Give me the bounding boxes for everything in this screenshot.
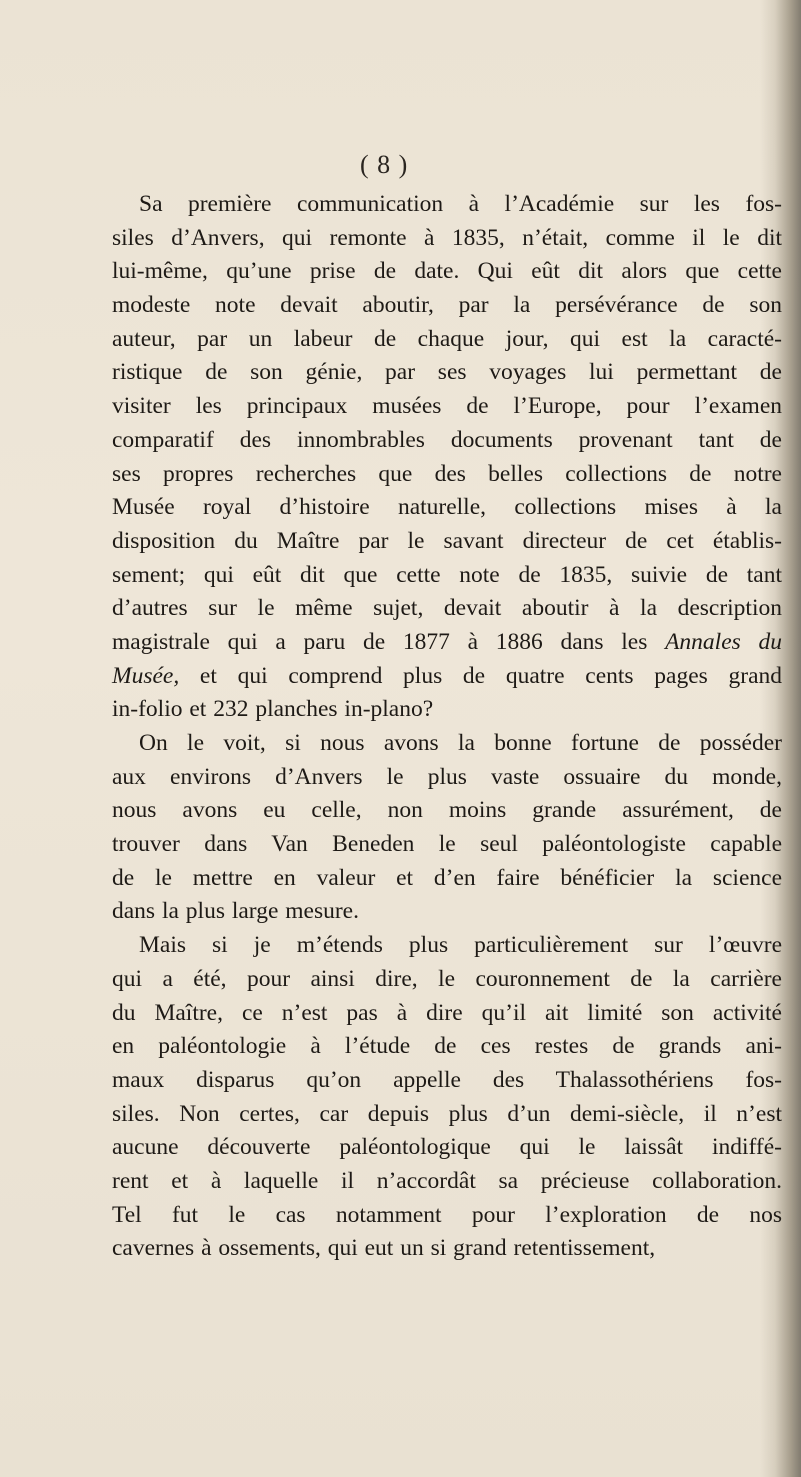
text-line: d’autres sur le même sujet, devait aboutir à la description: [112, 595, 782, 622]
text-line: cavernes à ossements, qui eut un si grand retentissement,: [112, 1235, 656, 1262]
text-segment: magistrale qui a paru de 1877 à 1886 dans les: [112, 628, 648, 655]
text-line: du Maître, ce n’est pas à dire qu’il ait limité son activité: [112, 999, 782, 1026]
text-line: Musée royal d’histoire naturelle, collections mises à la: [112, 494, 782, 521]
text-line: nous avons eu celle, non moins grande assurément, de: [112, 797, 782, 824]
text-line: maux disparus qu’on appelle des Thalassothériens fos-: [112, 1066, 782, 1093]
text-line: dans la plus large mesure.: [112, 898, 359, 925]
text-line: comparatif des innombrables documents provenant tant de: [112, 426, 782, 453]
text-line: Sa première communication à l’Académie sur les fos-: [139, 191, 782, 217]
italic-title: Musée,: [112, 662, 180, 689]
text-line: auteur, par un labeur de chaque jour, qui est la caracté-: [112, 325, 782, 352]
text-line-with-italic: [112, 660, 782, 694]
text-line-with-italic: [112, 626, 782, 660]
text-line: aucune découverte paléontologique qui le laissât indiffé-: [112, 1134, 782, 1161]
text-line: siles d’Anvers, qui remonte à 1835, n’était, comme il le dit: [112, 224, 782, 251]
text-line: lui-même, qu’une prise de date. Qui eût dit alors que cette: [112, 258, 782, 285]
text-segment: et qui comprend plus de quatre cents pages grand: [179, 662, 782, 689]
text-line: aux environs d’Anvers le plus vaste ossuaire du monde,: [112, 763, 782, 790]
text-line: ristique de son génie, par ses voyages lui permettant de: [112, 359, 782, 386]
text-line: modeste note devait aboutir, par la persévérance de son: [112, 292, 782, 319]
text-line: visiter les principaux musées de l’Europe, pour l’examen: [112, 393, 782, 420]
text-line: qui a été, pour ainsi dire, le couronnement de la carrière: [112, 965, 782, 992]
text-line: ses propres recherches que des belles collections de notre: [112, 460, 782, 487]
text-line: en paléontologie à l’étude de ces restes de grands ani-: [112, 1033, 782, 1060]
text-line: Tel fut le cas notamment pour l’exploration de nos: [112, 1201, 782, 1228]
text-line: Mais si je m’étends plus particulièrement sur l’œuvre: [139, 932, 782, 959]
text-line: de le mettre en valeur et d’en faire bénéficier la science: [112, 864, 782, 891]
text-line: sement; qui eût dit que cette note de 1835, suivie de tant: [112, 561, 782, 588]
italic-title: Annales du: [665, 628, 782, 655]
text-line: in-folio et 232 planches in-plano?: [112, 696, 434, 723]
text-line: rent et à laquelle il n’accordât sa précieuse collaboration.: [112, 1167, 782, 1194]
page-number: ( 8 ): [360, 150, 409, 179]
text-line: trouver dans Van Beneden le seul paléontologiste capable: [112, 831, 782, 858]
body-text: [112, 188, 782, 1266]
text-line: On le voit, si nous avons la bonne fortune de posséder: [139, 730, 782, 756]
text-line: disposition du Maître par le savant directeur de cet établis-: [112, 527, 782, 554]
text-line: siles. Non certes, car depuis plus d’un demi-siècle, il n’est: [112, 1100, 782, 1127]
